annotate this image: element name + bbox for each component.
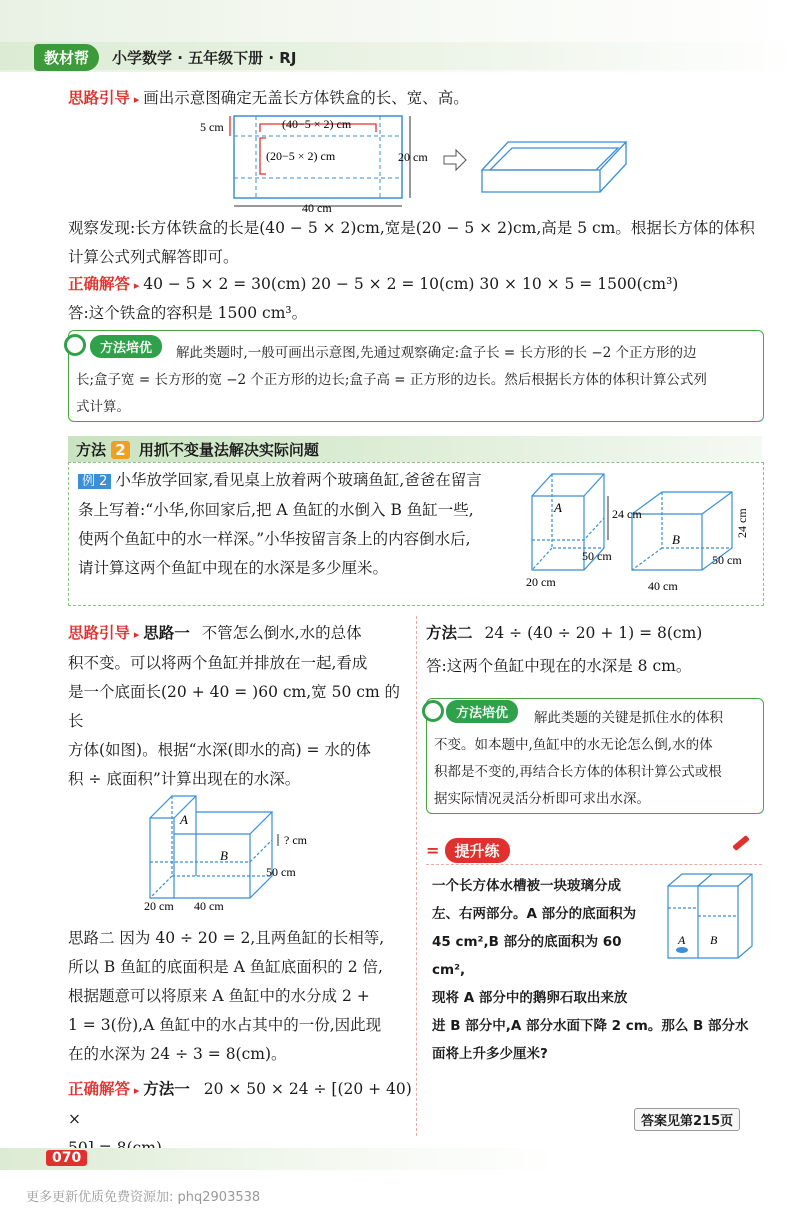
example2-line-2: 条上写着:“小华,你回家后,把 A 鱼缸的水倒入 B 鱼缸一些, [78, 501, 474, 519]
tank-a-width: 20 cm [526, 575, 556, 589]
net-bottom-label: 40 cm [302, 201, 332, 215]
observe-text [68, 214, 768, 272]
example2-line-3: 使两个鱼缸中的水一样深。”小华按留言条上的内容倒水后, [78, 530, 471, 548]
example2-text [78, 466, 528, 583]
left-col-text: 思路引导 ▸ 思路一 不管怎么倒水,水的总体 积不变。可以将两个鱼缸并排放在一起,看成 是一个底面长(20 + 40 = )60 cm,宽 50 cm 的长 方体(如图)。根据“水深(即水的高) = 水的体 积 ÷ 底面积”计算出现在的水深。 [68, 619, 412, 794]
left-p1-line-1: 不管怎么倒水,水的总体 [201, 624, 362, 642]
tip-line-1: 解此类题的关键是抓住水的体积 [534, 710, 723, 726]
left-answer-label: 正确解答 [68, 1080, 131, 1098]
practice-line-4: 现将 A 部分中的鹅卵石取出来放 [432, 990, 628, 1006]
method-box-1-text [76, 340, 756, 421]
silu-line: 思路引导 ▸ 画出示意图确定无盖长方体铁盒的长、宽、高。 [68, 89, 469, 107]
combined-a-label: A [180, 812, 188, 827]
practice-line-2: 左、右两部分。A 部分的底面积为 [432, 906, 637, 922]
left-answer-sub: 方法一 [143, 1080, 190, 1098]
trough-a-label: A [678, 933, 686, 947]
left-p1-line-5: 积 ÷ 底面积”计算出现在的水深。 [68, 770, 301, 788]
tip-line-4: 据实际情况灵活分析即可求出水深。 [434, 791, 650, 807]
water-trough-figure [660, 868, 760, 968]
page-number: 070 [46, 1150, 87, 1166]
tank-a-height: 24 cm [612, 507, 642, 521]
left-silu-label: 思路引导 [68, 624, 131, 642]
open-box-icon [482, 142, 626, 192]
example2-line-4: 请计算这两个鱼缸中现在的水深是多少厘米。 [78, 559, 389, 577]
tip-line-2: 不变。如本题中,鱼缸中的水无论怎么倒,水的体 [434, 737, 713, 753]
tank-b-label: B [672, 532, 680, 547]
method2-title-line [76, 439, 319, 460]
tank-b-width: 40 cm [648, 579, 678, 593]
practice-line-1: 一个长方体水槽被一块玻璃分成 [432, 878, 621, 894]
practice-line-3: 45 cm²,B 部分的底面积为 60 cm², [432, 934, 622, 978]
method-box-2-text [434, 705, 758, 813]
net-left-label: 5 cm [200, 120, 224, 134]
practice-rule [426, 864, 762, 865]
answer-line: 正确解答 ▸ 40 − 5 × 2 = 30(cm) 20 − 5 × 2 = 10(cm) 30 × 10 × 5 = 1500(cm³) [68, 275, 679, 293]
method-1-line-3: 式计算。 [76, 399, 130, 415]
answer-text: 40 − 5 × 2 = 30(cm) 20 − 5 × 2 = 10(cm) 30 × 10 × 5 = 1500(cm³) [143, 275, 679, 293]
practice-tag: = 提升练 [426, 838, 510, 863]
method2-title: 用抓不变量法解决实际问题 [138, 441, 319, 459]
tank-b-height: 24 cm [735, 508, 749, 538]
left-p2-line-5: 在的水深为 24 ÷ 3 = 8(cm)。 [68, 1045, 287, 1063]
example2-line-1: 小华放学回家,看见桌上放着两个玻璃鱼缸,爸爸在留言 [115, 471, 482, 489]
method-1-line-1: 解此类题时,一般可画出示意图,先通过观察确定:盒子长 = 长方形的长 −2 个正方形的边 [176, 345, 697, 361]
net-right-label: 20 cm [398, 150, 428, 164]
right-m2-answer: 答:这两个鱼缸中现在的水深是 8 cm。 [426, 657, 692, 675]
left-silu-sub: 思路一 [143, 624, 190, 642]
combined-b-label: B [220, 848, 228, 863]
net-top-label: (40−5 × 2) cm [282, 117, 352, 131]
right-m2-text: 24 ÷ (40 ÷ 20 + 1) = 8(cm) [484, 624, 703, 642]
answer-reference [634, 1108, 740, 1131]
right-m2 [426, 619, 766, 681]
fish-tank-figure [522, 466, 762, 596]
net-inner-label: (20−5 × 2) cm [266, 149, 336, 163]
left-p1-line-2: 积不变。可以将两个鱼缸并排放在一起,看成 [68, 654, 368, 672]
left-p1-line-4: 方体(如图)。根据“水深(即水的高) = 水的体 [68, 741, 371, 759]
right-m2-label: 方法二 [426, 624, 473, 642]
left-p2-line-4: 1 = 3(份),A 鱼缸中的水占其中的一份,因此现 [68, 1016, 382, 1034]
example2-tag: 例 2 [78, 474, 111, 489]
tank-a-len: 50 cm [582, 549, 612, 563]
box-net-diagram [190, 108, 640, 218]
column-divider [416, 616, 417, 1136]
header-title: 小学数学 · 五年级下册 · RJ [112, 49, 297, 67]
silu-label: 思路引导 [68, 89, 131, 107]
answer-label: 正确解答 [68, 275, 131, 293]
left-p1-line-3: 是一个底面长(20 + 40 = )60 cm,宽 50 cm 的长 [68, 683, 401, 730]
watermark: 更多更新优质免费资源加: phq2903538 [26, 1190, 261, 1205]
answer-reference-label: 答案见第215页 [641, 1114, 734, 1129]
practice-line-6: 面将上升多少厘米? [432, 1046, 548, 1062]
practice-line-5: 进 B 部分中,A 部分水面下降 2 cm。那么 B 部分水 [432, 1018, 749, 1034]
method2-num: 2 [111, 441, 129, 459]
combined-q-label: ? cm [284, 833, 307, 847]
arrow-icon [444, 150, 466, 170]
combined-tank-figure [140, 786, 360, 914]
trough-b-label: B [710, 933, 718, 947]
header-brand: 教材帮 [34, 44, 99, 71]
left-p2-line-2: 所以 B 鱼缸的底面积是 A 鱼缸底面积的 2 倍, [68, 958, 383, 976]
tank-b-len: 50 cm [712, 553, 742, 567]
method2-prefix: 方法 [76, 441, 107, 459]
pencil-icon [732, 835, 750, 851]
footer-band [0, 1148, 800, 1170]
left-answer-line-1: 20 × 50 × 24 ÷ [(20 + 40) × [68, 1080, 412, 1128]
combined-len-label: 50 cm [266, 865, 296, 879]
combined-w1-label: 20 cm [144, 899, 174, 913]
observe-line-2: 计算公式列式解答即可。 [68, 248, 239, 266]
method-1-line-2: 长;盒子宽 = 长方形的宽 −2 个正方形的边长;盒子高 = 正方形的边长。然后根据长方体的体积计算公式列 [76, 372, 707, 388]
left-p2-line-1: 思路二 因为 40 ÷ 20 = 2,且两鱼缸的长相等, [68, 929, 385, 947]
observe-line-1: 观察发现:长方体铁盒的长是(40 − 5 × 2)cm,宽是(20 − 5 × 2)cm,高是 5 cm。根据长方体的体积 [68, 219, 755, 237]
method-tag-2-label: 方法培优 [446, 700, 518, 723]
silu-text: 画出示意图确定无盖长方体铁盒的长、宽、高。 [143, 89, 469, 107]
left-p2-text: 思路二 因为 40 ÷ 20 = 2,且两鱼缸的长相等, 所以 B 鱼缸的底面积是 A 鱼缸底面积的 2 倍, 根据题意可以将原来 A 鱼缸中的水分成 2 + 1 = 3(份),A 鱼缸中的水占其中的一份,因此现 在的水深为 24 ÷ 3 = 8(cm)。 正确解答 ▸ 方法一 20 × 50 × 24 ÷ [(20 + 40) × [68, 924, 412, 1163]
answer-final: 答:这个铁盒的容积是 1500 cm³。 [68, 304, 308, 322]
method-tag-1-label: 方法培优 [90, 335, 162, 358]
tank-a-label: A [554, 500, 562, 515]
combined-w2-label: 40 cm [194, 899, 224, 913]
tip-line-3: 积都是不变的,再结合长方体的体积计算公式或根 [434, 764, 722, 780]
practice-tag-label: 提升练 [445, 838, 510, 863]
left-p2-line-3: 根据题意可以将原来 A 鱼缸中的水分成 2 + [68, 987, 370, 1005]
pebble-icon [676, 947, 688, 953]
